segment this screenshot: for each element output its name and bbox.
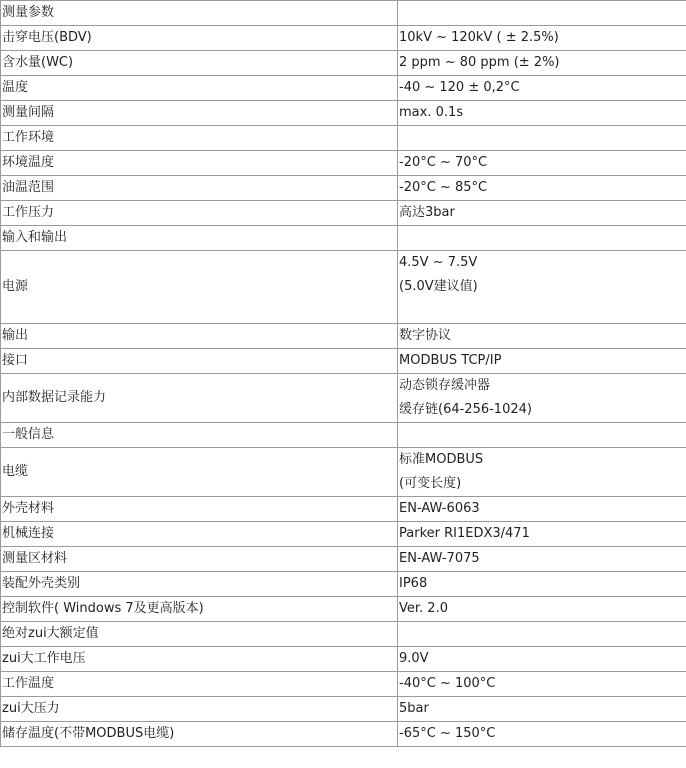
spec-value: EN-AW-6063: [399, 501, 480, 516]
spec-label-cell: [1, 349, 398, 374]
spec-label: zui大工作电压: [2, 651, 86, 666]
spec-label-cell: [1, 697, 398, 722]
table-row: [1, 547, 686, 572]
spec-label: 储存温度(不带MODBUS电缆): [2, 726, 175, 741]
spec-value-cell: [398, 522, 686, 547]
table-row: [1, 572, 686, 597]
spec-value: 5bar: [399, 701, 429, 716]
table-row: [1, 722, 686, 747]
spec-value: IP68: [399, 576, 428, 591]
spec-label-cell: [1, 423, 398, 448]
table-row: [1, 622, 686, 647]
spec-label: 测量间隔: [2, 105, 55, 120]
spec-label-cell: [1, 374, 398, 423]
spec-label: 测量区材料: [2, 551, 68, 566]
spec-value-cell: [398, 547, 686, 572]
spec-label-cell: [1, 1, 398, 26]
table-row: [1, 697, 686, 722]
table-row: [1, 76, 686, 101]
table-row: [1, 647, 686, 672]
spec-value: -20°C ~ 85°C: [399, 180, 488, 195]
spec-label-cell: [1, 647, 398, 672]
spec-value: -40°C ~ 100°C: [399, 676, 496, 691]
table-row: [1, 151, 686, 176]
table-row: [1, 448, 686, 497]
spec-label-cell: [1, 251, 398, 324]
spec-value: 标准MODBUS: [399, 452, 484, 467]
spec-label: zui大压力: [2, 701, 60, 716]
spec-value-cell: [398, 101, 686, 126]
spec-label: 电源: [2, 279, 29, 294]
spec-value: 高达3bar: [399, 205, 455, 220]
spec-value: -40 ~ 120 ± 0,2°C: [399, 80, 520, 95]
spec-value-cell: [398, 497, 686, 522]
spec-value: (5.0V建议值): [399, 279, 478, 294]
spec-label-cell: [1, 572, 398, 597]
spec-label: 一般信息: [2, 427, 55, 442]
spec-value-cell: [398, 126, 686, 151]
spec-value-cell: [398, 722, 686, 747]
spec-label: 输出: [2, 328, 29, 343]
spec-value-cell: [398, 423, 686, 448]
spec-label-cell: [1, 151, 398, 176]
spec-value-cell: [398, 622, 686, 647]
spec-label: 油温范围: [2, 180, 55, 195]
spec-value-cell: [398, 226, 686, 251]
table-row: [1, 176, 686, 201]
spec-value-cell: [398, 597, 686, 622]
spec-label: 绝对zui大额定值: [2, 626, 99, 641]
spec-value-cell: [398, 572, 686, 597]
spec-value-cell: [398, 324, 686, 349]
spec-label: 工作压力: [2, 205, 55, 220]
spec-label: 电缆: [2, 464, 29, 479]
table-row: [1, 201, 686, 226]
spec-value: 数字协议: [399, 328, 452, 343]
spec-label-cell: [1, 26, 398, 51]
spec-value: 2 ppm ~ 80 ppm (± 2%): [399, 55, 560, 70]
spec-value: -20°C ~ 70°C: [399, 155, 488, 170]
table-row: [1, 423, 686, 448]
table-row: [1, 1, 686, 26]
spec-value-cell: [398, 349, 686, 374]
spec-value: -65°C ~ 150°C: [399, 726, 496, 741]
spec-label: 击穿电压(BDV): [2, 30, 92, 45]
spec-value: Parker RI1EDX3/471: [399, 526, 530, 541]
spec-value: 缓存链(64-256-1024): [399, 402, 532, 417]
spec-value: 10kV ~ 120kV ( ± 2.5%): [399, 30, 559, 45]
spec-value: 动态锁存缓冲器: [399, 378, 491, 393]
spec-label-cell: [1, 176, 398, 201]
spec-label: 内部数据记录能力: [2, 390, 107, 405]
spec-value: 4.5V ~ 7.5V: [399, 255, 478, 270]
spec-value-cell: [398, 151, 686, 176]
spec-label-cell: [1, 622, 398, 647]
spec-label: 工作温度: [2, 676, 55, 691]
table-row: [1, 497, 686, 522]
spec-value-cell: [398, 448, 686, 497]
spec-label-cell: [1, 672, 398, 697]
spec-value-cell: [398, 1, 686, 26]
spec-label-cell: [1, 76, 398, 101]
spec-value-cell: [398, 176, 686, 201]
spec-value-cell: [398, 201, 686, 226]
table-row: [1, 324, 686, 349]
spec-label-cell: [1, 126, 398, 151]
spec-value-cell: [398, 251, 686, 324]
table-row: [1, 349, 686, 374]
spec-label-cell: [1, 522, 398, 547]
spec-label: 外壳材料: [2, 501, 55, 516]
spec-value: 9.0V: [399, 651, 429, 666]
table-row: [1, 126, 686, 151]
spec-label: 测量参数: [2, 5, 55, 20]
spec-label-cell: [1, 448, 398, 497]
spec-value: MODBUS TCP/IP: [399, 353, 502, 368]
spec-label-cell: [1, 226, 398, 251]
spec-value-cell: [398, 51, 686, 76]
table-row: [1, 51, 686, 76]
spec-label-cell: [1, 201, 398, 226]
spec-label-cell: [1, 51, 398, 76]
spec-value: Ver. 2.0: [399, 601, 448, 616]
table-row: [1, 226, 686, 251]
spec-value-cell: [398, 647, 686, 672]
spec-label: 温度: [2, 80, 29, 95]
spec-value-cell: [398, 374, 686, 423]
table-row: [1, 26, 686, 51]
table-row: [1, 251, 686, 324]
spec-value: max. 0.1s: [399, 105, 464, 120]
spec-value: (可变长度): [399, 476, 462, 491]
spec-label: 环境温度: [2, 155, 55, 170]
spec-label-cell: [1, 101, 398, 126]
table-row: [1, 597, 686, 622]
spec-value-cell: [398, 697, 686, 722]
table-row: [1, 672, 686, 697]
spec-value-cell: [398, 672, 686, 697]
spec-label-cell: [1, 722, 398, 747]
spec-label: 机械连接: [2, 526, 55, 541]
spec-label-cell: [1, 497, 398, 522]
spec-label: 输入和输出: [2, 230, 68, 245]
spec-label: 工作环境: [2, 130, 55, 145]
spec-value: EN-AW-7075: [399, 551, 480, 566]
spec-label-cell: [1, 324, 398, 349]
spec-table-body: [1, 1, 686, 747]
spec-label: 控制软件( Windows 7及更高版本): [2, 601, 204, 616]
table-row: [1, 374, 686, 423]
spec-label-cell: [1, 547, 398, 572]
table-row: [1, 522, 686, 547]
spec-value-cell: [398, 26, 686, 51]
spec-label: 含水量(WC): [2, 55, 74, 70]
spec-label: 装配外壳类别: [2, 576, 81, 591]
spec-label-cell: [1, 597, 398, 622]
spec-label: 接口: [2, 353, 29, 368]
spec-value-cell: [398, 76, 686, 101]
table-row: [1, 101, 686, 126]
